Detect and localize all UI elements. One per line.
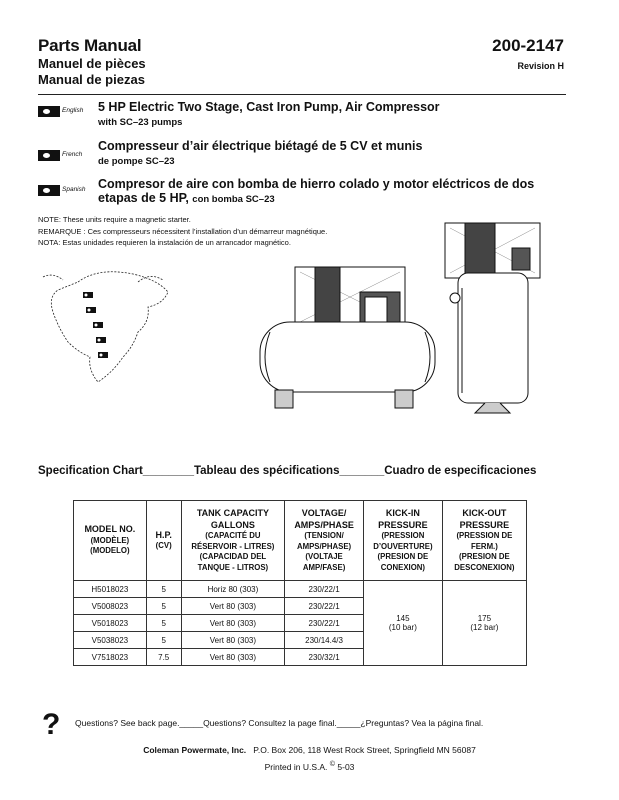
col-kick-in: KICK-IN PRESSURE (PRESSION D’OUVERTURE) (PRESION DE CONEXION) bbox=[363, 501, 442, 581]
english-flag-icon: English bbox=[38, 106, 90, 117]
cell-voltage: 230/22/1 bbox=[285, 581, 364, 598]
address-text: P.O. Box 206, 118 West Rock Street, Springfield MN 56087 bbox=[253, 745, 476, 755]
cell-tank: Vert 80 (303) bbox=[181, 632, 285, 649]
cell-hp: 5 bbox=[146, 615, 181, 632]
vertical-compressor-illustration bbox=[440, 218, 550, 418]
note-spanish: NOTA: Estas unidades requieren la instalación de un arrancador magnético. bbox=[38, 238, 291, 247]
cell-hp: 5 bbox=[146, 598, 181, 615]
spanish-description: Compresor de aire con bomba de hierro colado y motor eléctricos de dos etapas de 5 HP, con bomba SC–23 bbox=[98, 177, 535, 205]
cell-model: V5038023 bbox=[74, 632, 147, 649]
french-flag-icon: French bbox=[38, 150, 90, 161]
table-header-row bbox=[74, 501, 527, 581]
col-tank: TANK CAPACITY GALLONS (CAPACITÉ DU RÉSERVOIR - LITRES) (CAPACIDAD DEL TANQUE - LITROS) bbox=[181, 501, 285, 581]
questions-text: Questions? See back page._____Questions? Consultez la page final._____¿Preguntas? Vea la página final. bbox=[75, 718, 484, 728]
spanish-flag-icon: Spanish bbox=[38, 185, 90, 196]
horizontal-compressor-illustration bbox=[250, 262, 440, 412]
english-description: 5 HP Electric Two Stage, Cast Iron Pump, Air Compressor with SC–23 pumps bbox=[98, 100, 440, 128]
spec-table bbox=[73, 500, 527, 666]
cell-voltage: 230/22/1 bbox=[285, 598, 364, 615]
page-title: Parts Manual bbox=[38, 36, 142, 55]
header-divider bbox=[38, 94, 566, 95]
cell-kick-in: 145 (10 bar) bbox=[363, 581, 442, 666]
page-subtitle-fr: Manuel de pièces bbox=[38, 56, 146, 71]
revision-label: Revision H bbox=[517, 61, 564, 71]
document-number: 200-2147 bbox=[492, 36, 564, 55]
cell-hp: 5 bbox=[146, 632, 181, 649]
cell-voltage: 230/22/1 bbox=[285, 615, 364, 632]
col-model: MODEL NO. (MODÈLE) (MODELO) bbox=[74, 501, 147, 581]
cell-tank: Vert 80 (303) bbox=[181, 615, 285, 632]
cell-tank: Vert 80 (303) bbox=[181, 649, 285, 666]
note-french: REMARQUE : Ces compresseurs nécessitent l’installation d’un démarreur magnétique. bbox=[38, 227, 328, 236]
note-english: NOTE: These units require a magnetic starter. bbox=[38, 215, 191, 224]
cell-tank: Vert 80 (303) bbox=[181, 598, 285, 615]
company-address bbox=[0, 745, 619, 755]
cell-model: V7518023 bbox=[74, 649, 147, 666]
cell-hp: 5 bbox=[146, 581, 181, 598]
spec-chart-heading: Specification Chart________Tableau des spécifications_______Cuadro de especificaciones bbox=[38, 465, 537, 477]
north-america-map-illustration bbox=[38, 262, 188, 392]
col-voltage: VOLTAGE/ AMPS/PHASE (TENSION/ AMPS/PHASE) (VOLTAJE AMP/FASE) bbox=[285, 501, 364, 581]
cell-voltage: 230/14.4/3 bbox=[285, 632, 364, 649]
cell-hp: 7.5 bbox=[146, 649, 181, 666]
page-subtitle-es: Manual de piezas bbox=[38, 72, 145, 87]
cell-tank: Horiz 80 (303) bbox=[181, 581, 285, 598]
cell-model: V5008023 bbox=[74, 598, 147, 615]
cell-kick-out: 175 (12 bar) bbox=[442, 581, 526, 666]
company-name: Coleman Powermate, Inc. bbox=[143, 745, 247, 755]
french-description: Compresseur d’air électrique biétagé de 5 CV et munis de pompe SC–23 bbox=[98, 139, 423, 167]
col-hp: H.P. (CV) bbox=[146, 501, 181, 581]
print-info: Printed in U.S.A. © 5-03 bbox=[264, 760, 355, 772]
cell-model: H5018023 bbox=[74, 581, 147, 598]
col-kick-out: KICK-OUT PRESSURE (PRESSION DE FERM.) (PRESION DE DESCONEXION) bbox=[442, 501, 526, 581]
cell-model: V5018023 bbox=[74, 615, 147, 632]
table-row bbox=[74, 581, 527, 598]
cell-voltage: 230/32/1 bbox=[285, 649, 364, 666]
question-mark-icon: ? bbox=[42, 708, 61, 741]
